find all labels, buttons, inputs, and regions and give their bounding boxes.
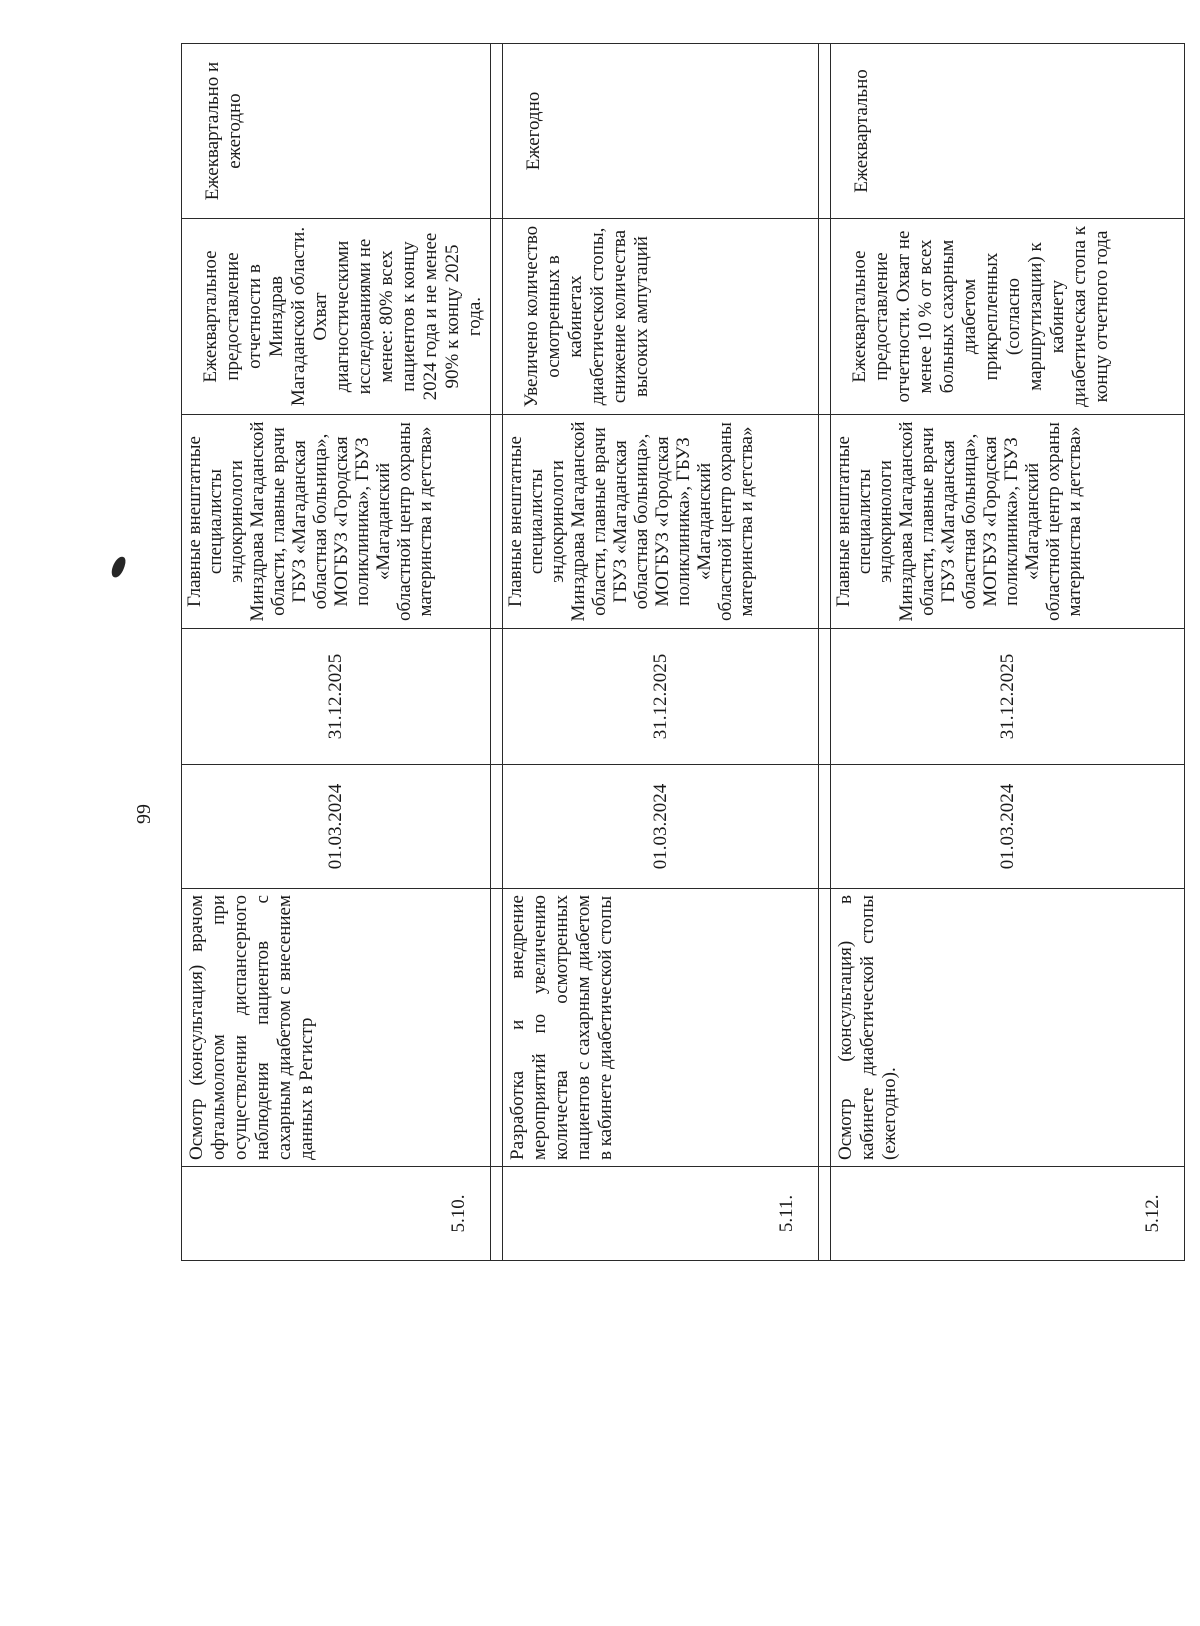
table-row <box>503 44 819 1261</box>
start-date: 01.03.2024 <box>182 765 491 889</box>
reporting-period: Ежегодно <box>503 44 819 219</box>
task-description: Разработка и внедрение мероприятий по увеличению количества осмотренных пациентов с сахарным диабетом в кабинете диабетической стопы <box>503 889 819 1167</box>
responsible-executors: Главные внештатные специалисты эндокринологи Минздрава Магаданской области, главные врачи ГБУЗ «Магаданская областная больница», МОГБУЗ «Городская поликлиника», ГБУЗ «Магаданский областной центр охраны материнства и детства» <box>182 415 491 629</box>
plan-table <box>181 43 1185 1261</box>
page-number: 99 <box>133 804 155 824</box>
task-description: Осмотр (консультация) врачом офтальмологом при осуществлении диспансерного наблюдения пациентов с сахарным диабетом с внесением данных в Регистр <box>182 889 491 1167</box>
item-number: 5.12. <box>831 1167 1185 1261</box>
reporting-period: Ежеквартально <box>831 44 1185 219</box>
end-date: 31.12.2025 <box>182 629 491 765</box>
row-divider <box>491 44 503 1261</box>
end-date: 31.12.2025 <box>831 629 1185 765</box>
responsible-executors: Главные внештатные специалисты эндокринологи Минздрава Магаданской области, главные врачи ГБУЗ «Магаданская областная больница», МОГБУЗ «Городская поликлиника», ГБУЗ «Магаданский областной центр охраны материнства и детства» <box>831 415 1185 629</box>
start-date: 01.03.2024 <box>503 765 819 889</box>
table-row <box>831 44 1185 1261</box>
end-date: 31.12.2025 <box>503 629 819 765</box>
item-number: 5.11. <box>503 1167 819 1261</box>
table-row <box>182 44 491 1261</box>
plan-table-rotated <box>181 44 1177 1261</box>
expected-result: Ежеквартальное предоставление отчетности в Минздрав Магаданской области. Охват диагностическими исследованиями не менее: 80% всех пациентов к концу 2024 года и не менее 90% к концу 2025 года. <box>182 219 491 415</box>
scan-speck <box>110 555 128 579</box>
item-number: 5.10. <box>182 1167 491 1261</box>
row-divider <box>819 44 831 1261</box>
task-description: Осмотр (консультация) в кабинете диабетической стопы (ежегодно). <box>831 889 1185 1167</box>
expected-result: Увеличено количество осмотренных в кабинетах диабетической стопы, снижение количества высоких ампутаций <box>503 219 819 415</box>
responsible-executors: Главные внештатные специалисты эндокринологи Минздрава Магаданской области, главные врачи ГБУЗ «Магаданская областная больница», МОГБУЗ «Городская поликлиника», ГБУЗ «Магаданский областной центр охраны материнства и детства» <box>503 415 819 629</box>
expected-result: Ежеквартальное предоставление отчетности. Охват не менее 10 % от всех больных сахарным диабетом прикрепленных (согласно маршрутизации) к кабинету диабетическая стопа к концу отчетного года <box>831 219 1185 415</box>
start-date: 01.03.2024 <box>831 765 1185 889</box>
reporting-period: Ежеквартально и ежегодно <box>182 44 491 219</box>
